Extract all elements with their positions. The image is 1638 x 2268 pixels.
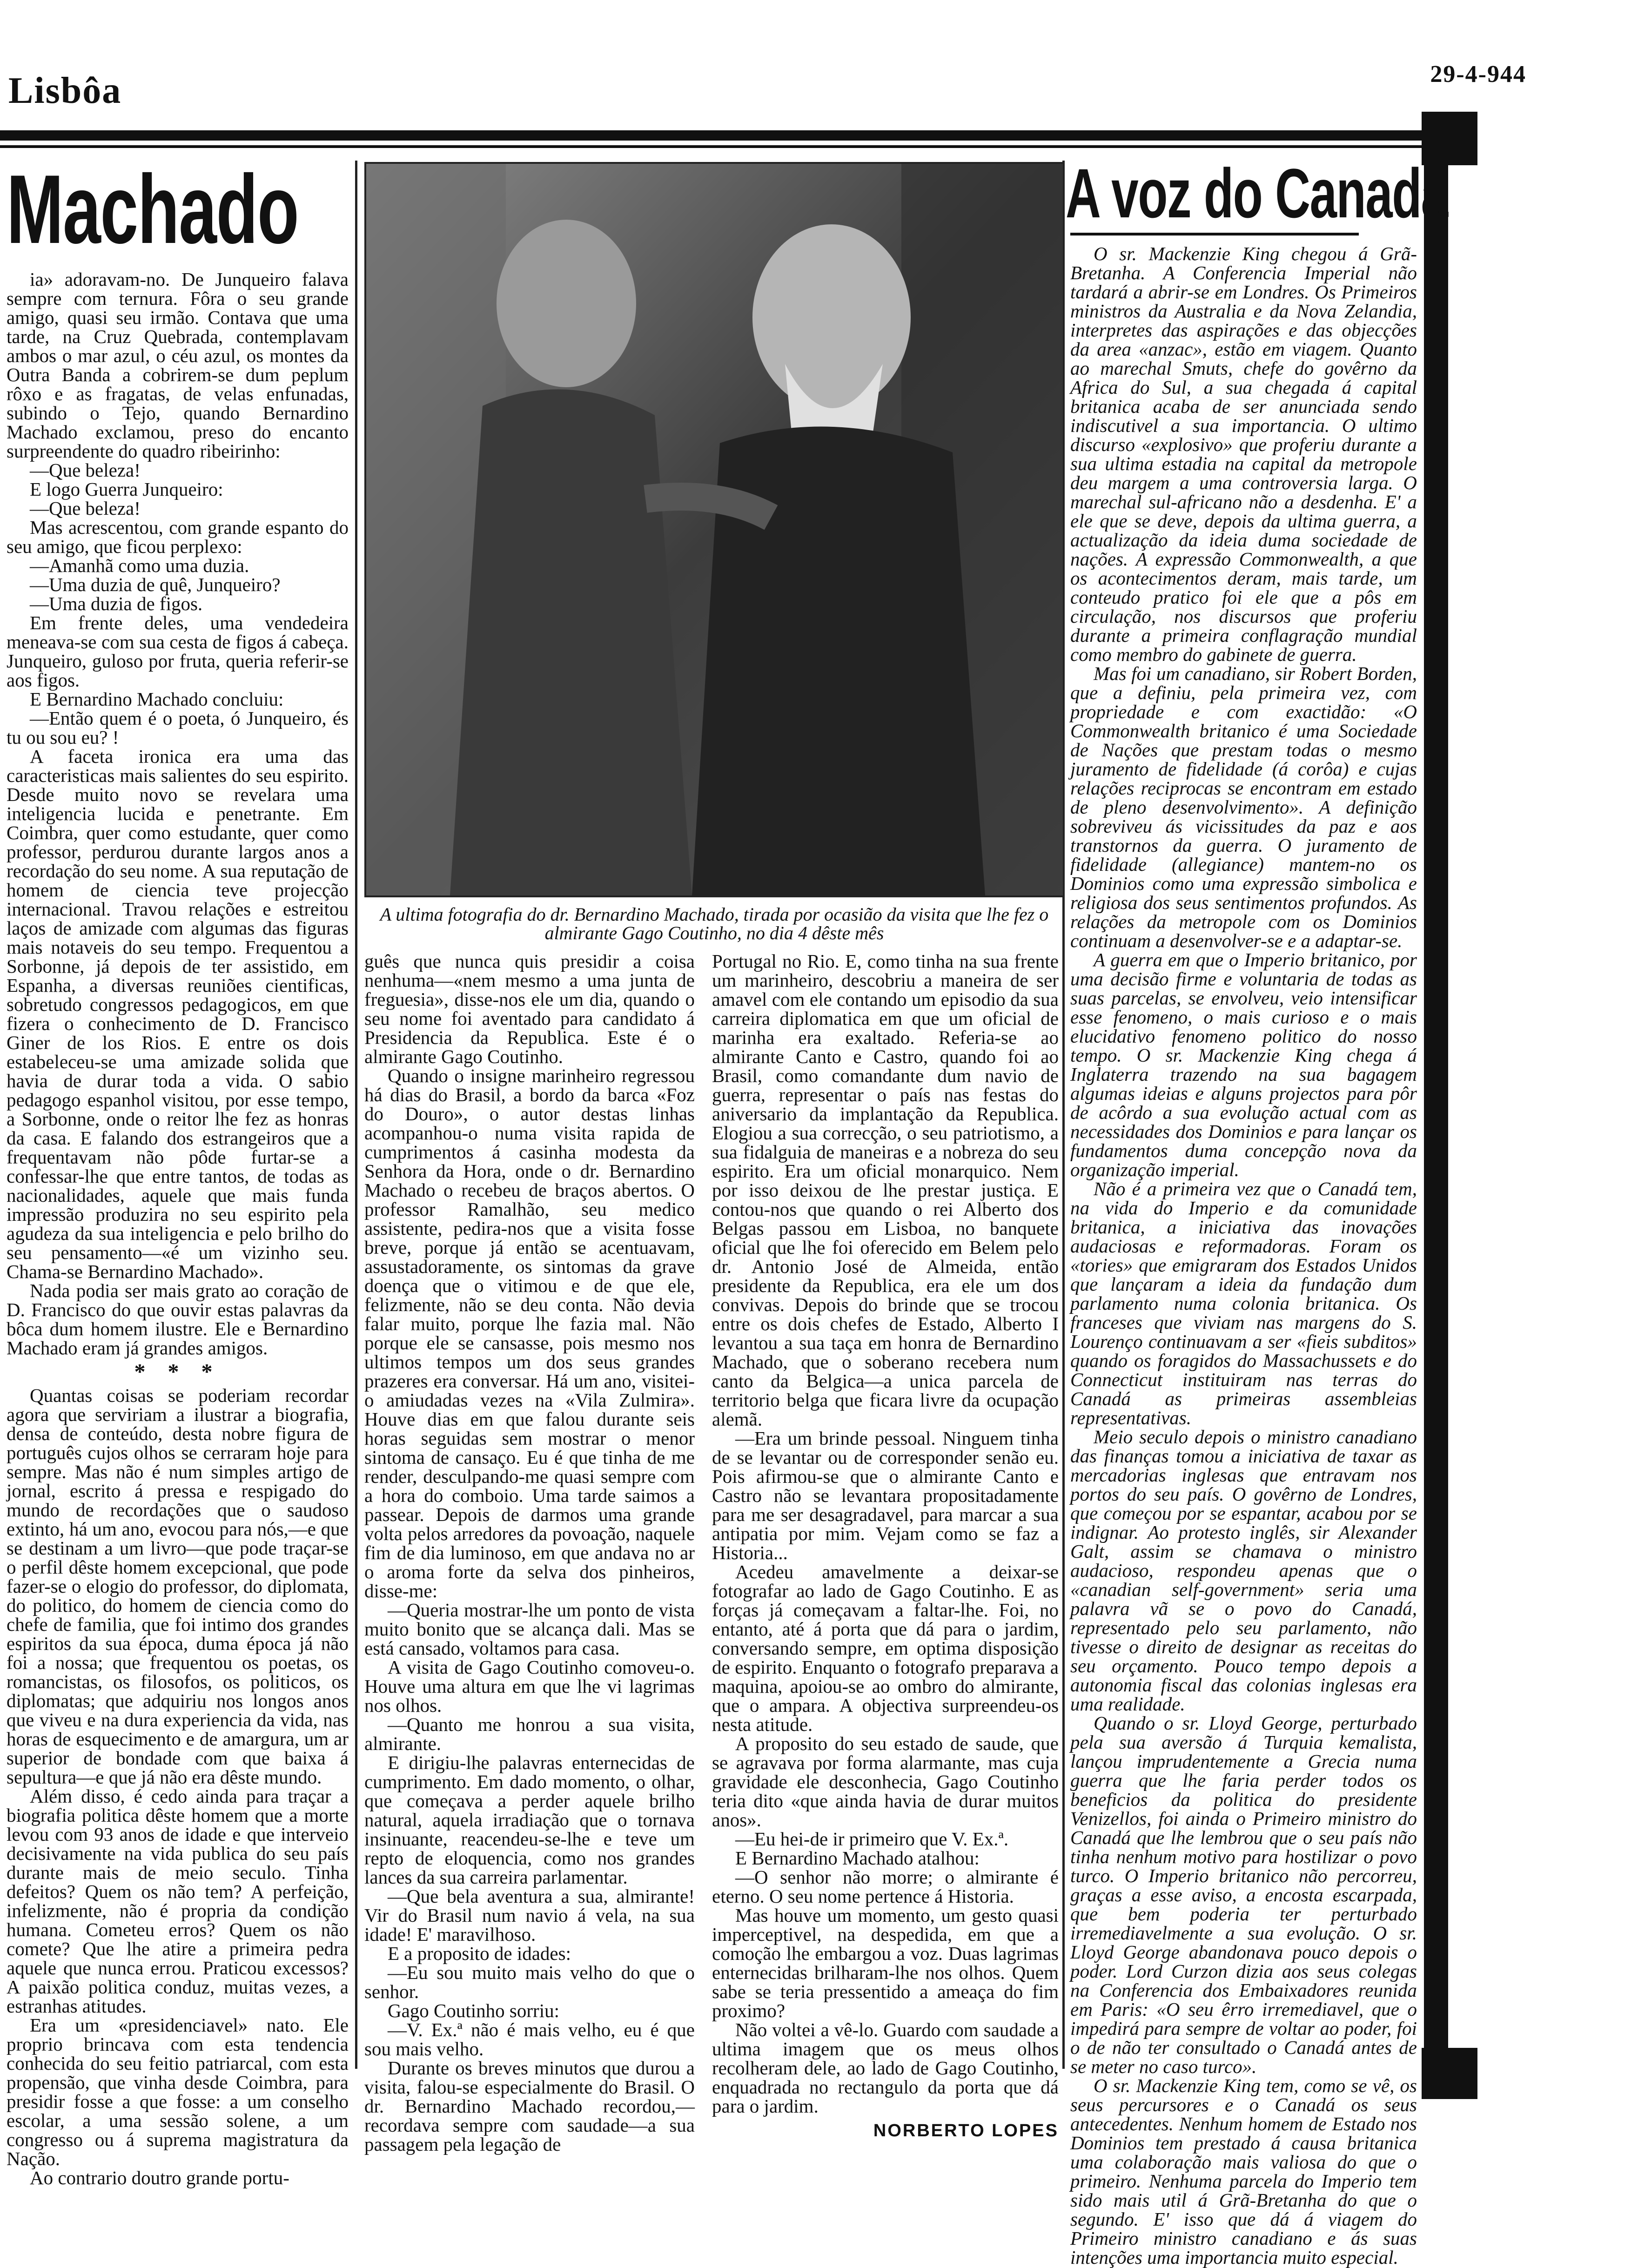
paragraph: O sr. Mackenzie King chegou á Grã-Bretanha. A Conferencia Imperial não tardará a abrir-se em Londres. Os Primeiros ministros da Australia e da Nova Zelandia, interpretes das aspirações e das objecções da area «anzac», estão em viagem. Quanto ao marechal Smuts, chefe do govêrno da Africa do Sul, a sua chegada á capital britanica acaba de ser anunciada sendo indiscutivel a sua importancia. O ultimo discurso «explosivo» que proferiu durante a sua ultima estadia na capital da metropole deu margem a uma controversia larga. O marechal sul-africano não a desdenha. E' a ele que se deve, depois da ultima guerra, a actualização da ideia duma sociedade de nações. A expressão Commonwealth, a que os acontecimentos deram, mais tarde, um conteudo pratico foi ele que a pôs em circulação, nos discursos que proferiu durante a primeira conflagração mundial como membro do gabinete de guerra. xyxy=(1070,243,1417,665)
paragraph: E logo Guerra Junqueiro: xyxy=(30,478,223,500)
paragraph: Durante os breves minutos que durou a visita, falou-se especialmente do Brasil. O dr. Bernardino Machado recordou,—recordava sempre com saudade—a sua passagem pela legação de xyxy=(364,2057,695,2155)
paragraph: Gago Coutinho sorriu: xyxy=(388,2000,559,2021)
photo-caption: A ultima fotografia do dr. Bernardino Machado, tirada por ocasião da visita que lhe fez o almirante Gago Coutinho, no dia 4 dêste mês xyxy=(380,904,1049,943)
headline-underline xyxy=(1070,233,1359,236)
headline-machado: Machado xyxy=(7,155,299,264)
paragraph: E a proposito de idades: xyxy=(388,1943,571,1964)
paragraph: A faceta ironica era uma das caracteristicas mais salientes do seu espirito. Desde muito novo se revelara uma inteligencia lucida e penetrante. Em Coimbra, quer como estudante, quer como professor, perdurou durante largos anos a recordação do seu nome. A sua reputação de homem de ciencia teve projecção internacional. Travou relações e estreitou laços de amizade com algumas das figuras mais notaveis do seu tempo. Frequentou a Sorbonne, já depois de ter assistido, em Espanha, a diversas reuniões cientificas, sobretudo congressos pedagogicos, em que fizera o conhecimento de D. Francisco Giner de los Rios. E entre os dois estabeleceu-se uma amizade solida que havia de durar toda a vida. O sabio pedagogo espanhol visitou, por esse tempo, a Sorbonne, onde o reitor lhe fez as honras da casa. E falando dos estrangeiros que a frequentavam não pôde furtar-se a confessar-lhe que entre tantos, de todas as nacionalidades, aquele que mais funda impressão produzira no seu espirito pela agudeza da sua inteligencia e pelo brilho do seu pensamento—«é um vizinho seu. Chama-se Bernardino Machado». xyxy=(7,746,349,1282)
paragraph: Não voltei a vê-lo. Guardo com saudade a ultima imagem que os meus olhos recolheram dele, ao lado de Gago Coutinho, enquadrada no rectangulo da porta que dá para o jardim. xyxy=(712,2019,1059,2117)
article-column-1 xyxy=(7,269,349,2188)
section-separator: * * * xyxy=(134,1359,221,1384)
edge-bar xyxy=(1424,158,1448,2053)
paragraph: Quando o insigne marinheiro regressou há dias do Brasil, a bordo da barca «Foz do Douro», o autor destas linhas acompanhou-o numa visita rapida de cumprimentos á casinha modesta da Senhora da Hora, onde o dr. Bernardino Machado o recebeu de braços abertos. O professor Ramalhão, seu medico assistente, pedira-nos que a visita fosse breve, porque já então se acentuavam, assustadoramente, os sintomas da grave doença que o vitimou e de que ele, felizmente, não se deu conta. Não devia falar muito, porque lhe fazia mal. Não porque ele se cansasse, pois mesmo nos ultimos tempos um dos seus grandes prazeres era conversar. Há um ano, visitei-o amiudadas vezes na «Vila Zulmira». Houve dias em que falou durante seis horas seguidas sem mostrar o menor sintoma de cansaço. Eu é que tinha de me render, desculpando-me quasi sempre com a hora do comboio. Uma tarde saimos a passear. Depois de darmos uma grande volta pelos arredores da povoação, naquele fim de dia luminoso, em que andava no ar o aroma forte da selva dos pinheiros, disse-me: xyxy=(364,1065,695,1602)
paragraph: —V. Ex.ª não é mais velho, eu é que sou mais velho. xyxy=(364,2019,695,2059)
photo-placeholder xyxy=(366,164,1063,895)
paragraph: guês que nunca quis presidir a coisa nenhuma—«nem mesmo a uma junta de freguesia», disse-nos ele um dia, quando o seu nome foi aventado para candidato á Presidencia da Republica. Este é o almirante Gago Coutinho. xyxy=(364,950,695,1067)
paragraph: —Então quem é o poeta, ó Junqueiro, és tu ou sou eu? ! xyxy=(7,707,349,748)
edge-bar-bottom xyxy=(1422,2048,1477,2099)
paragraph: Mas foi um canadiano, sir Robert Borden, que a definiu, pela primeira vez, com propriedade e com exactidão: «O Commonwealth britanico é uma Sociedade de Nações que prestam todas o mesmo juramento de fidelidade (á corôa) e cujas relações reciprocas se encontram em estado de pleno desenvolvimento». A definição sobreviveu ás vicissitudes da paz e aos transtornos da guerra. O juramento de fidelidade (allegiance) mantem-no os Dominios como uma expressão simbolica e religiosa dos seus sentimentos profundos. As relações da metropole com os Dominios continuam a desenvolver-se e a adaptar-se. xyxy=(1070,663,1417,951)
column-rule xyxy=(355,161,357,2069)
paragraph: Era um «presidenciavel» nato. Ele proprio brincava com esta tendencia conhecida do seu feitio patriarcal, com esta propensão, que vinha desde Coimbra, para presidir fosse a que fosse: a um conselho escolar, a uma sessão solene, a um congresso ou á suprema magistratura da Nação. xyxy=(7,2014,349,2169)
paragraph: A guerra em que o Imperio britanico, por uma decisão firme e voluntaria de todas as suas parcelas, se envolveu, veio intensificar esse fenomeno, o mais curioso e o mais elucidativo fenomeno politico do nosso tempo. O sr. Mackenzie King chega á Inglaterra trazendo na sua bagagem algumas ideias e alguns projectos para pôr de acôrdo a sua evolução actual com as necessidades dos Dominios e para lançar os fundamentos duma concepção nova da organização imperial. xyxy=(1070,949,1417,1180)
paragraph: Meio seculo depois o ministro canadiano das finanças tomou a iniciativa de taxar as mercadorias inglesas que entravam nos portos do seu país. O govêrno de Londres, que começou por se espantar, acabou por se indignar. Ao protesto inglês, sir Alexander Galt, assim se chamava o ministro audacioso, respondeu apenas que o «canadian self-government» seria uma palavra vã se o povo do Canadá, representado pelo seu parlamento, não tivesse o direito de designar as receitas do seu orçamento. Pouco tempo depois a autonomia fiscal das colonias inglesas era uma realidade. xyxy=(1070,1426,1417,1715)
paragraph: Em frente deles, uma vendedeira meneava-se com sua cesta de figos á cabeça. Junqueiro, guloso por fruta, queria referir-se aos figos. xyxy=(7,612,349,691)
paragraph: —Eu hei-de ir primeiro que V. Ex.ª. xyxy=(735,1828,1009,1850)
paragraph: —Era um brinde pessoal. Ninguem tinha de se levantar ou de corresponder senão eu. Pois afirmou-se que o almirante Canto e Castro não se levantara propositadamente para me ser desagradavel, para marcar a sua antipatia por mim. Vejam como se faz a Historia... xyxy=(712,1427,1059,1563)
paragraph: ia» adoravam-no. De Junqueiro falava sempre com ternura. Fôra o seu grande amigo, quasi seu irmão. Contava que uma tarde, na Cruz Quebrada, contemplavam ambos o mar azul, o céu azul, os montes da Outra Banda a cobrirem-se dum peplum rôxo e as fragatas, de velas enfunadas, subindo o Tejo, quando Bernardino Machado exclamou, preso do encanto surpreendente do quadro ribeirinho: xyxy=(7,269,349,462)
paragraph: —O senhor não morre; o almirante é eterno. O seu nome pertence á Historia. xyxy=(712,1866,1059,1907)
paragraph: —Quanto me honrou a sua visita, almirante. xyxy=(364,1714,695,1754)
masthead-date: 29-4-944 xyxy=(1430,61,1526,87)
paragraph: —Uma duzia de quê, Junqueiro? xyxy=(30,574,281,595)
paragraph: Além disso, é cedo ainda para traçar a biografia politica dêste homem que a morte levou com 93 anos de idade e que interveio decisivamente na vida publica do seu país durante mais de meio seculo. Tinha defeitos? Quem os não tem? A perfeição, infelizmente, não é propria da condição humana. Cometeu erros? Quem os não comete? Que lhe atire a primeira pedra aquele que nunca errou. Praticou excessos? A paixão politica conduz, muitas vezes, a estranhas atitudes. xyxy=(7,1785,349,2017)
paragraph: E dirigiu-lhe palavras enternecidas de cumprimento. Em dado momento, o olhar, que começava a perder aquele brilho natural, aquela irradiação que o tornava insinuante, reacendeu-se-lhe e teve um repto de eloquencia, como nos grandes lances da sua carreira parlamentar. xyxy=(364,1752,695,1888)
paragraph: A proposito do seu estado de saude, que se agravava por forma alarmante, mas cuja gravidade ele desconhecia, Gago Coutinho teria dito «que ainda havia de durar muitos anos». xyxy=(712,1733,1059,1831)
photo-bernardino-machado-gago-coutinho xyxy=(364,162,1065,897)
masthead-rule xyxy=(0,130,1447,141)
paragraph: —Amanhã como uma duzia. xyxy=(30,555,249,576)
article-column-3 xyxy=(712,950,1059,2140)
paragraph: —Que bela aventura a sua, almirante! Vir do Brasil num navio á vela, na sua idade! E' maravilhoso. xyxy=(364,1885,695,1945)
masthead-rule-thin xyxy=(0,145,1447,148)
paragraph: Mas houve um momento, um gesto quasi imperceptivel, na despedida, em que a comoção lhe embargou a voz. Duas lagrimas enternecidas brilharam-lhe nos olhos. Quem sabe se teria pressentido a ameaça do fim proximo? xyxy=(712,1905,1059,2021)
paragraph: Ao contrario doutro grande portu- xyxy=(30,2167,289,2188)
headline-voz-do-canada: A voz do Canadá xyxy=(1066,154,1448,232)
paragraph: —Uma duzia de figos. xyxy=(30,593,203,614)
paragraph: Acedeu amavelmente a deixar-se fotografar ao lado de Gago Coutinho. E as forças já começavam a faltar-lhe. Foi, no entanto, até á porta que dá para o jardim, conversando sempre, em optima disposição de espirito. Enquanto o fotografo preparava a maquina, apoiou-se ao ombro do almirante, que o ampara. A objectiva surpreendeu-os nesta atitude. xyxy=(712,1561,1059,1735)
paragraph: Portugal no Rio. E, como tinha na sua frente um marinheiro, descobriu a maneira de ser amavel com ele contando um episodio da sua carreira diplomatica em que um oficial de marinha era exaltado. Referia-se ao almirante Canto e Castro, quando foi ao Brasil, como comandante dum navio de guerra, representar o país nas festas do aniversario da implantação da Republica. Elogiou a sua correcção, o seu patriotismo, a sua fidalguia de maneiras e a nobreza do seu espirito. Era um oficial monarquico. Nem por isso deixou de lhe prestar justiça. E contou-nos que quando o rei Alberto dos Belgas passou em Lisboa, no banquete oficial que lhe foi oferecido em Belem pelo dr. Antonio José de Almeida, então presidente da Republica, era ele um dos convivas. Depois do brinde que se trocou entre os dois chefes de Estado, Alberto I levantou a sua taça em honra de Bernardino Machado, que o soberano recebera num canto da Belgica—a unica parcela de territorio belga que ficara livre da ocupação alemã. xyxy=(712,950,1059,1430)
paragraph: Mas acrescentou, com grande espanto do seu amigo, que ficou perplexo: xyxy=(7,517,349,557)
article-column-2 xyxy=(364,950,695,2155)
article-column-right xyxy=(1070,243,1417,2268)
paragraph: —Que beleza! xyxy=(30,498,141,519)
paragraph: Não é a primeira vez que o Canadá tem, na vida do Imperio e da comunidade britanica, a iniciativa das inovações audaciosas e reformadoras. Foram os «tories» que emigraram dos Estados Unidos que lançaram a ideia da fundação dum parlamento numa colonia britanica. Os franceses que viviam nas margens do S. Lourenço continuavam a ser «fieis subditos» quando os foragidos do Massachussets e do Connecticut instituiram nas terras do Canadá as primeiras assembleias representativas. xyxy=(1070,1178,1417,1428)
paragraph: Quantas coisas se poderiam recordar agora que serviriam a ilustrar a biografia, densa de conteúdo, desta nobre figura de português cujos olhos se cerraram hoje para sempre. Mas não é num simples artigo de jornal, escrito á pressa e respigado do mundo de recordações que o saudoso extinto, há um ano, evocou para nós,—e que se destinam a um livro—que pode traçar-se o perfil dêste homem excepcional, que pode fazer-se o elogio do professor, do diplomata, do politico, do homem de ciencia como do chefe de familia, que foi intimo dos grandes espiritos da sua época, duma época já não foi a nossa; que frequentou os poetas, os romancistas, os filosofos, os politicos, os diplomatas; que adquiriu nos longos anos que viveu e na dura experiencia da vida, nas horas de esquecimento e de amargura, um ar superior de bondade com que baixa á sepultura—e que já não era dêste mundo. xyxy=(7,1385,349,1788)
paragraph: Quando o sr. Lloyd George, perturbado pela sua aversão á Turquia kemalista, lançou imprudentemente a Grecia numa guerra que lhe faria perder todos os beneficios da politica do presidente Venizellos, foi ainda o Primeiro ministro do Canadá que lhe lembrou que o seu país não tinha nenhum motivo para hostilizar o povo turco. O Imperio britanico não percorreu, graças a esse aviso, a encosta escarpada, que bem poderia ter perturbado irremediavelmente a sua evolução. O sr. Lloyd George abandonava pouco depois o poder. Lord Curzon dizia aos seus colegas na Conferencia dos Embaixadores reunida em Paris: «O seu êrro irremediavel, que o impedirá para sempre de voltar ao poder, foi o de não ter consultado o Canadá antes de se meter no caso turco». xyxy=(1070,1712,1417,2077)
paragraph: E Bernardino Machado atalhou: xyxy=(735,1847,980,1869)
paragraph: O sr. Mackenzie King tem, como se vê, os seus percursores e o Canadá os seus antecedentes. Nenhum homem de Estado nos Dominios tem prestado á causa britanica uma colaboração mais valiosa do que o primeiro. Nenhuma parcela do Imperio tem sido mais util á Grã-Bretanha do que o segundo. E' isso que dá á viagem do Primeiro ministro canadiano e ás suas intenções uma importancia muito especial. xyxy=(1070,2075,1417,2268)
paragraph: —Que beleza! xyxy=(30,459,141,481)
paragraph: E Bernardino Machado concluiu: xyxy=(30,688,284,710)
paragraph: Nada podia ser mais grato ao coração de D. Francisco do que ouvir estas palavras da bôca dum homem ilustre. Ele e Bernardino Machado eram já grandes amigos. xyxy=(7,1280,349,1359)
paragraph: —Queria mostrar-lhe um ponto de vista muito bonito que se alcança dali. Mas se está cansado, voltamos para casa. xyxy=(364,1599,695,1659)
masthead-publication: Lisbôa xyxy=(8,70,122,111)
byline: NORBERTO LOPES xyxy=(873,2121,1059,2140)
paragraph: A visita de Gago Coutinho comoveu-o. Houve uma altura em que lhe vi lagrimas nos olhos. xyxy=(364,1656,695,1716)
paragraph: —Eu sou muito mais velho do que o senhor. xyxy=(364,1962,695,2002)
